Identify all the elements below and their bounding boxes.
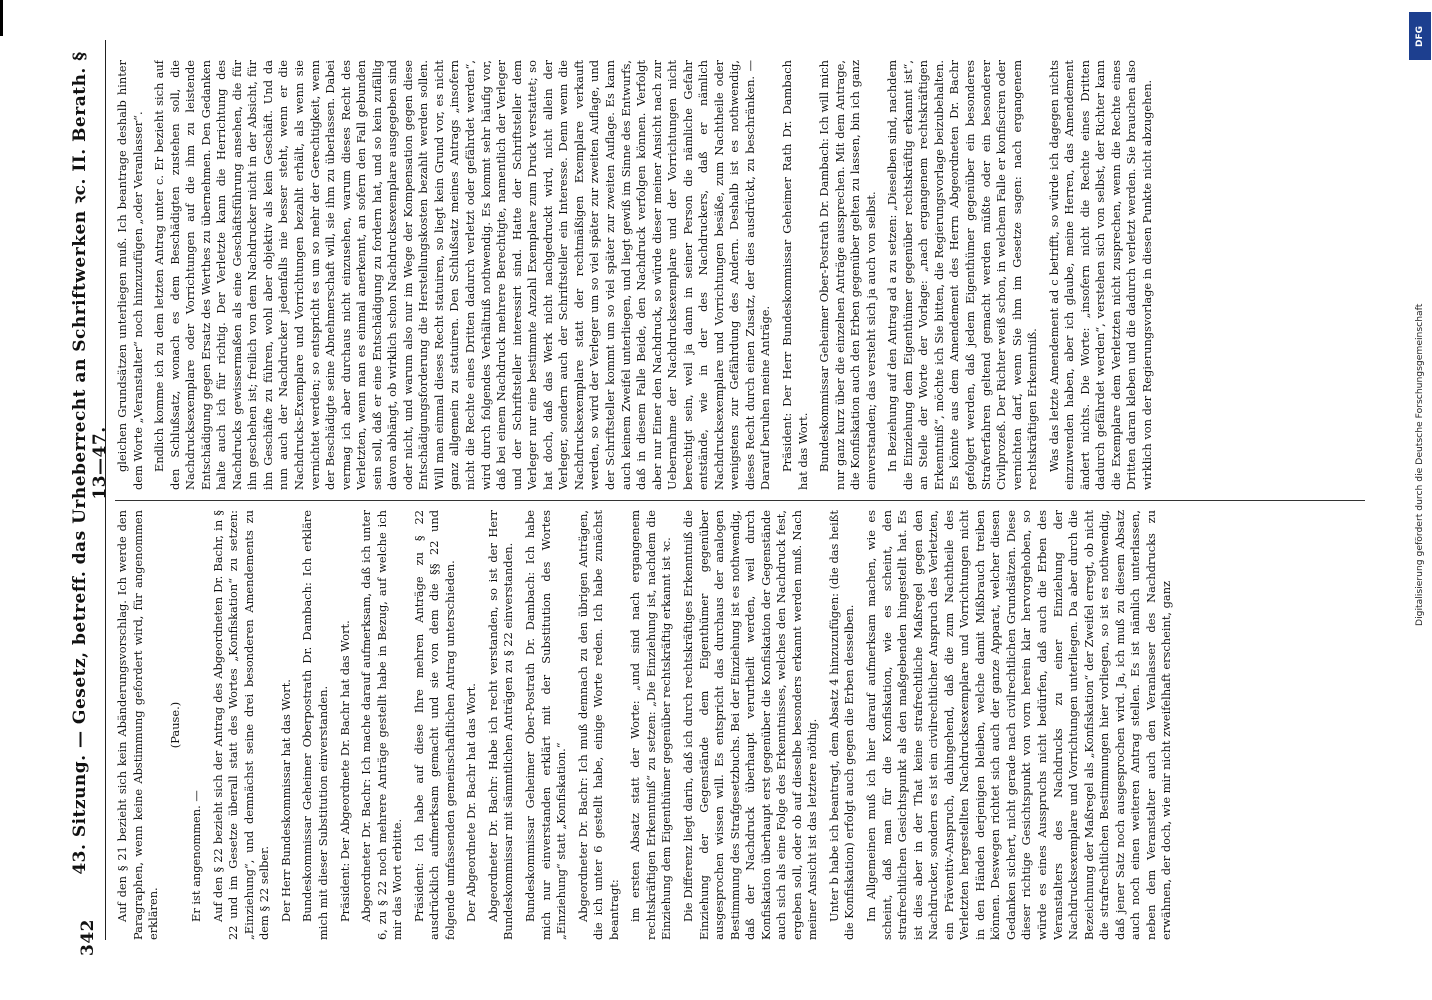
digitization-credit: Digitalisierung gefördert durch die Deutsche Forschungsgemeinschaft — [1414, 303, 1425, 626]
dfg-logo-badge: DFG — [1409, 12, 1431, 60]
paragraph: Auf den § 21 bezieht sich kein Abänderungsvorschlag. Ich werde den Paragraphen, wenn keine Abstimmung gefordert wird, für angenommen erklären. — [115, 510, 161, 940]
running-title: 43. Sitzung. — Gesetz, betreff. das Urheberrecht an Schriftwerken ꝛc. II. Berath. § 13—47. — [69, 51, 110, 875]
paragraph: im ersten Absatz statt der Worte: „und sind nach ergangenem rechtskräftigen Erkenntniß“ zu setzen: „Die Einziehung ist, nachdem die Einziehung dem Eigenthümer gegenüber rechtskräftig erkannt ist ꝛc. — [628, 510, 674, 940]
paragraph: Der Abgeordnete Dr. Bachr hat das Wort. — [464, 683, 479, 922]
paragraph: Bundeskommissar Geheimer Ober-Postrath Dr. Dambach: Ich habe mich nur einverstanden erklärt mit der Substitution des Wortes „Einziehung“ statt „Konfiskation.“ — [523, 510, 569, 940]
paragraph: Abgeordneter Dr. Bachr: Ich mache darauf aufmerksam, daß ich unter 6, zu § 22 noch mehrere Anträge gestellt habe in Bezug, auf welche ich mir das Wort erbitte. — [359, 510, 405, 940]
column-divider — [115, 500, 1365, 501]
paragraph: Auf den § 22 bezieht sich der Antrag des Abgeordneten Dr. Bachr, in § 22 und im Gesetze überall statt des Wortes „Konfiskation“ zu setzen: „Einziehung“, und demnächst seine drei besonderen Amendements zu dem § 22 selber. — [210, 510, 272, 940]
paragraph: Er ist angenommen. — — [189, 790, 204, 922]
paragraph: Präsident: Ich habe auf diese Ihre mehren Anträge zu § 22 ausdrücklich aufmerksam gemacht und sie von dem die §§ 22 und folgende umfassenden gemeinschaftlichen Antrag unterschieden. — [411, 510, 457, 940]
paragraph: Präsident: Der Abgeordnete Dr. Bachr hat das Wort. — [337, 620, 352, 922]
header-rule — [105, 40, 106, 940]
paragraph: Präsident: Der Herr Bundeskommissar Geheimer Rath Dr. Dambach hat das Wort. — [779, 60, 810, 490]
paragraph: Was das letzte Amendement ad c betrifft, so würde ich dagegen nichts einzuwenden haben, aber ich glaube, meine Herren, das Amendement ändert nichts. Die Worte: „insofern nicht die Rechte eines Dritten dadurch gefährdet werden“, verstehen sich von selbst, der Richter kann die Exemplare dem Verletzten nicht zusprechen, wenn die Rechte eines Dritten daran kleben und die dadurch verletzt werden. Sie brauchen also wirklich von der Regierungsvorlage in diesen Punkte nicht abzugehen. — [1046, 60, 1154, 490]
paragraph: Endlich komme ich zu dem letzten Antrag unter c. Er bezieht sich auf den Schlußsatz, wonach es dem Beschädigten zustehen soll, die Nachdrucksexemplare oder Vorrichtungen auf die ihm zu leistende Entschädigung gegen Ersatz des Werthes zu übernehmen. Den Gedanken halte auch ich für richtig. Der Verletzte kann die Herrichtung des Nachdrucks gewissermaßen als eine Geschäftsführung ansehen, die für ihn geschehen ist; freilich von dem Nachdrucker nicht in der Absicht, für ihn Geschäfte zu führen, wohl aber objektiv als kein Geschäft. Und da nun auch der Nachdrucker jedenfalls nie besser steht, wenn er die Nachdrucks-Exemplare und Vorrichtungen bezahlt erhält, als wenn sie vernichtet werden; so entspricht es um so mehr der Gerechtigkeit, wenn der Beschädigte seine Abnehmerschaft will, sie ihm zu überlassen. Dabei vermag ich aber durchaus nicht einzusehen, warum dieses Recht des Verletzten, wenn man es einmal anerkennt, an sofern den Fall gebunden sein soll, daß er eine Entschädigung zu fordern hat, und so kein zufällig davon abhängt, ob wirklich schon Nachdrucksexemplare ausgegeben sind oder nicht, und warum also nur im Wege der Kompensation gegen diese Entschädigungsforderung die Herstellungskosten bezahlt werden sollen. Will man einmal dieses Recht statuiren, so liegt kein Grund vor, es nicht ganz allgemein zu statuiren. Den Schlußsatz meines Antrags „insofern nicht die Rechte eines Dritten dadurch verletzt oder gefährdet werden“, wird durch folgendes Verhältniß nothwendig. Es kommt sehr häufig vor, daß bei einem Nachdruck mehrere Berechtigte, namentlich der Verleger und der Schriftsteller interessirt sind. Hatte der Schriftsteller dem Verleger nur eine bestimmte Anzahl Exemplare zum Druck verstattet; so hat doch, daß das Werk nicht nachgedruckt wird, nicht allein der Verleger, sondern auch der Schriftsteller ein Interesse. Denn wenn die Nachdrucksexemplare statt der rechtmäßigen Exemplare verkauft werden, so wird der Verleger um so viel später zur zweiten Auflage, und der Schriftsteller kommt um so viel später zur zweiten Auflage. Es kann auch keinem Zweifel unterliegen, und liegt gewiß im Sinne des Entwurfs, daß in diesem Falle Beide, den Nachdruck verfolgen können. Verfolgt aber nur Einer den Nachdruck, so würde dieser meiner Ansicht nach zur Uebernahme der Nachdrucksexemplare und der Vorrichtungen nicht berechtigt sein, weil ja dann in seiner Person die nämliche Gefahr entstände, wie in der des Nachdruckers, daß er nämlich Nachdrucksexemplare und Vorrichtungen besäße, zum Nachtheile oder wenigstens zur Gefährdung des Andern. Deshalb ist es nothwendig, dieses Recht durch einen Zusatz, der dies ausdrückt, zu beschränken. — Darauf beruhen meine Anträge. — [152, 60, 773, 490]
paragraph: gleichen Grundsätzen unterliegen muß. Ich beantrage deshalb hinter dem Worte „Veranstalter“ noch hinzuzufügen „oder Veranlasser“. — [115, 60, 145, 490]
paragraph: Der Herr Bundeskommissar hat das Wort. — [278, 679, 293, 922]
paragraph: Die Differenz liegt darin, daß ich durch rechtskräftiges Erkenntniß die Einziehung der Gegenstände dem Eigenthümer gegenüber ausgesprochen wissen will. Es entspricht das durchaus der analogen Bestimmung des Strafgesetzbuchs. Bei der Einziehung ist es nothwendig, daß der Nachdruck überhaupt verurtheilt werden, weil durch Konfiskation überhaupt erst gegenüber die Konfiskation der Gegenstände auch sich als eine Folge des Erkenntnisses, welches den Nachdruck fest, ergeben soll, oder ob auf dieselbe besonders erkannt werden muß. Nach meiner Ansicht ist das letztere nöthig. — [680, 510, 820, 940]
scanned-page — [41, 20, 1391, 980]
page-corner-mark — [0, 0, 11, 36]
paragraph: Unter b habe ich beantragt, dem Absatz 4 hinzuzufügen: (die das heißt die Konfiskation) erfolgt auch gegen die Erben desselben. — [826, 510, 857, 940]
paragraph: Bundeskommissar Geheimer Oberpostrath Dr. Dambach: Ich erkläre mich mit dieser Substitution einverstanden. — [300, 510, 331, 940]
paragraph: Bundeskommissar Geheimer Ober-Postrath Dr. Dambach: Ich will mich nur ganz kurz über die einzelnen Anträge aussprechen. Mit dem Antrage, die Konfiskation auch den Erben gegenüber gelten zu lassen, bin ich ganz einverstanden; das versteht sich ja auch von selbst. — [817, 60, 878, 490]
left-column — [115, 510, 1365, 940]
paragraph: Abgeordneter Dr. Bachr: Habe ich recht verstanden, so ist der Herr Bundeskommissar mit sämmtlichen Anträgen zu § 22 einverstanden. — [485, 510, 516, 940]
paragraph: (Pause.) — [167, 701, 182, 749]
running-header — [69, 40, 110, 956]
right-column — [115, 60, 1365, 490]
page-number: 342 — [78, 919, 98, 956]
paragraph: Abgeordneter Dr. Bachr: Ich muß demnach zu den übrigen Anträgen, die ich unter 6 gestellt habe, einige Worte reden. Ich habe zunächst beantragt: — [575, 510, 621, 940]
paragraph: Im Allgemeinen muß ich hier darauf aufmerksam machen, wie es scheint, daß man für die Konfiskation, wie es scheint, den strafrechtlichen Gesichtspunkt als den maßgebenden hingestellt hat. Es ist dies aber in der That keine strafrechtliche Maßregel gegen den Nachdrucker, sondern es ist ein civilrechtlicher Anspruch des Verletzten, ein Präventiv-Anspruch, dahingehend, daß die zum Nachtheile des Verletzten hergestellten Nachdrucksexemplare und Vorrichtungen nicht in den Händen derjenigen bleiben, welche damit Mißbrauch treiben können. Deswegen richtet sich auch der ganze Apparat, welcher diesen Gedanken sichert, nicht gerade nach civilrechtlichen Grundsätzen. Diese dieser richtige Gesichtspunkt von vorn herein klar hervorgehoben, so würde es eines Ausspruchs nicht bedürfen, daß auch die Erben des Veranstalters des Nachdrucks zu einer Einziehung der Nachdrucksexemplare und Vorrichtungen unterliegen. Da aber durch die Bezeichnung der Maßregel als „Konfiskation“ der Zweifel erregt, ob nicht die strafrechtlichen Bestimmungen hier vorliegen, so ist es nothwendig, daß jener Satz noch ausgesprochen wird. Ja, ich muß zu diesem Absatz auch noch einen weiteren Antrag stellen. Es ist nämlich unterlassen, neben dem Veranstalter auch den Veranlasser des Nachdrucks zu erwähnen, der doch, wie mir nicht zweifelhaft erscheint, ganz — [863, 510, 1174, 940]
paragraph: In Beziehung auf den Antrag ad a zu setzen: „Dieselben sind, nachdem die Einziehung dem Eigenthümer gegenüber rechtskräftig erkannt ist“, an Stelle der Worte der Vorlage: „nach ergangenem rechtskräftigen Erkenntniß“, möchte ich Sie bitten, die Regierungsvorlage beizubehalten. Es könnte aus dem Amendement des Herrn Abgeordneten Dr. Bachr gefolgert werden, daß jedem Eigenthümer gegenüber ein besonderes Strafverfahren geltend gemacht werden müßte oder ein besonderer Civilprozeß. Der Richter weiß schon, in welchem Falle er konfisciren oder vernichten darf, wenn Sie ihm im Gesetze sagen: nach ergangenem rechtskräftigen Erkenntniß. — [885, 60, 1040, 490]
